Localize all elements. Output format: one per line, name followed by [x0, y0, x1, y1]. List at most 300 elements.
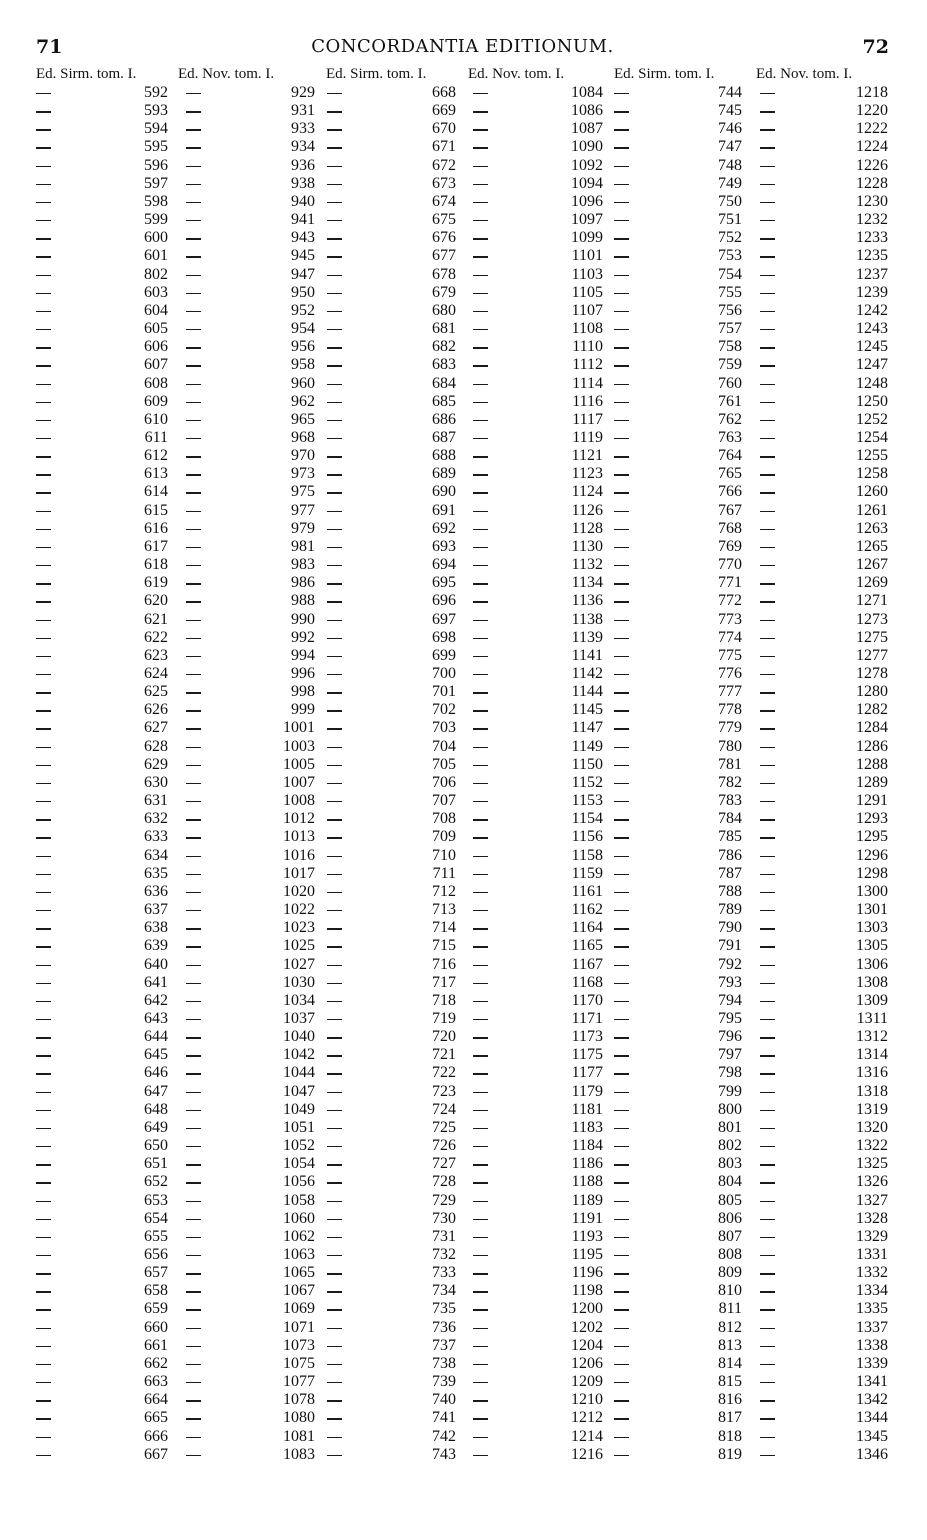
dash-separator — [36, 1092, 51, 1093]
dash-separator — [186, 1037, 201, 1038]
sirm-page-number: 734 — [432, 1282, 456, 1300]
nov-page-number: 1303 — [856, 919, 888, 937]
sirm-page-number: 777 — [718, 683, 742, 701]
dash-separator — [186, 765, 201, 766]
dash-separator — [614, 983, 629, 984]
sirm-page-number: 664 — [144, 1391, 168, 1409]
dash-separator — [186, 275, 201, 276]
sirm-page-number: 752 — [718, 229, 742, 247]
dash-separator — [473, 1255, 488, 1256]
dash-separator — [473, 728, 488, 729]
dash-separator — [473, 547, 488, 548]
nov-page-number: 1124 — [571, 483, 603, 501]
table-row — [36, 665, 898, 683]
sirm-page-number: 623 — [144, 646, 168, 664]
nov-page-number: 1084 — [571, 84, 603, 101]
nov-page-number: 1001 — [283, 719, 315, 737]
sirm-page-number: 708 — [432, 810, 456, 828]
dash-separator — [327, 111, 342, 112]
dash-separator — [614, 565, 629, 566]
nov-page-number: 1195 — [571, 1246, 603, 1263]
dash-separator — [327, 783, 342, 784]
nov-page-number: 1042 — [283, 1046, 315, 1064]
dash-separator — [473, 456, 488, 457]
sirm-page-number: 742 — [432, 1427, 456, 1445]
column-header-sirm-1: Ed. Sirm. tom. I. — [36, 66, 137, 82]
nov-page-number: 929 — [291, 84, 315, 101]
dash-separator — [760, 1455, 775, 1456]
nov-page-number: 1282 — [856, 701, 888, 719]
nov-page-number: 979 — [291, 519, 315, 537]
sirm-page-number: 651 — [144, 1155, 168, 1173]
sirm-page-number: 642 — [144, 991, 168, 1009]
table-row — [36, 1228, 898, 1246]
dash-separator — [186, 710, 201, 711]
nov-page-number: 1069 — [283, 1300, 315, 1318]
dash-separator — [473, 529, 488, 530]
dash-separator — [327, 1164, 342, 1165]
dash-separator — [36, 184, 51, 185]
dash-separator — [473, 147, 488, 148]
dash-separator — [36, 420, 51, 421]
nov-page-number: 962 — [291, 392, 315, 410]
dash-separator — [614, 384, 629, 385]
nov-page-number: 1322 — [856, 1137, 888, 1155]
sirm-page-number: 600 — [144, 229, 168, 247]
dash-separator — [186, 184, 201, 185]
nov-page-number: 1252 — [856, 410, 888, 428]
nov-page-number: 1320 — [856, 1118, 888, 1136]
dash-separator — [473, 1128, 488, 1129]
sirm-page-number: 675 — [432, 211, 456, 229]
nov-page-number: 1094 — [571, 174, 603, 192]
dash-separator — [614, 1437, 629, 1438]
nov-page-number: 1232 — [856, 211, 888, 229]
sirm-page-number: 621 — [144, 610, 168, 628]
dash-separator — [614, 1092, 629, 1093]
dash-separator — [186, 238, 201, 239]
dash-separator — [473, 1418, 488, 1419]
dash-separator — [36, 275, 51, 276]
dash-separator — [327, 1110, 342, 1111]
sirm-page-number: 674 — [432, 192, 456, 210]
sirm-page-number: 677 — [432, 247, 456, 265]
dash-separator — [327, 1455, 342, 1456]
nov-page-number: 1329 — [856, 1227, 888, 1245]
table-row — [36, 84, 898, 102]
nov-page-number: 1216 — [571, 1445, 603, 1463]
sirm-page-number: 632 — [144, 810, 168, 828]
dash-separator — [614, 275, 629, 276]
dash-separator — [36, 202, 51, 203]
dash-separator — [186, 1055, 201, 1056]
dash-separator — [760, 492, 775, 493]
dash-separator — [473, 1309, 488, 1310]
nov-page-number: 1022 — [283, 901, 315, 919]
nov-page-number: 1112 — [572, 356, 603, 374]
nov-page-number: 1235 — [856, 247, 888, 265]
sirm-page-number: 739 — [432, 1373, 456, 1391]
table-row — [36, 1446, 898, 1464]
nov-page-number: 1077 — [283, 1373, 315, 1391]
dash-separator — [327, 1092, 342, 1093]
nov-page-number: 1224 — [856, 138, 888, 156]
nov-page-number: 1003 — [283, 737, 315, 755]
nov-page-number: 1261 — [856, 501, 888, 519]
table-row — [36, 556, 898, 574]
dash-separator — [473, 983, 488, 984]
dash-separator — [36, 856, 51, 857]
dash-separator — [36, 1273, 51, 1274]
sirm-page-number: 729 — [432, 1191, 456, 1209]
nov-page-number: 1289 — [856, 773, 888, 791]
sirm-page-number: 774 — [718, 628, 742, 646]
dash-separator — [760, 1201, 775, 1202]
dash-separator — [327, 1037, 342, 1038]
sirm-page-number: 775 — [718, 646, 742, 664]
nov-page-number: 1065 — [283, 1264, 315, 1282]
sirm-page-number: 667 — [144, 1445, 168, 1463]
dash-separator — [36, 747, 51, 748]
sirm-page-number: 780 — [718, 737, 742, 755]
dash-separator — [760, 511, 775, 512]
nov-page-number: 1209 — [571, 1373, 603, 1391]
table-row — [36, 1282, 898, 1300]
sirm-page-number: 763 — [718, 428, 742, 446]
sirm-page-number: 801 — [718, 1118, 742, 1136]
sirm-page-number: 666 — [144, 1427, 168, 1445]
nov-page-number: 1114 — [572, 374, 603, 392]
nov-page-number: 1030 — [283, 973, 315, 991]
nov-page-number: 1263 — [856, 519, 888, 537]
sirm-page-number: 702 — [432, 701, 456, 719]
table-row — [36, 375, 898, 393]
dash-separator — [614, 492, 629, 493]
dash-separator — [36, 1291, 51, 1292]
nov-page-number: 1145 — [571, 701, 603, 719]
dash-separator — [473, 710, 488, 711]
dash-separator — [36, 293, 51, 294]
dash-separator — [186, 1237, 201, 1238]
sirm-page-number: 615 — [144, 501, 168, 519]
dash-separator — [614, 438, 629, 439]
nov-page-number: 1260 — [856, 483, 888, 501]
sirm-page-number: 793 — [718, 973, 742, 991]
dash-separator — [327, 692, 342, 693]
dash-separator — [760, 1073, 775, 1074]
dash-separator — [614, 202, 629, 203]
dash-separator — [327, 1001, 342, 1002]
table-row — [36, 1210, 898, 1228]
sirm-page-number: 748 — [718, 156, 742, 174]
nov-page-number: 1226 — [856, 156, 888, 174]
sirm-page-number: 724 — [432, 1100, 456, 1118]
dash-separator — [327, 93, 342, 94]
dash-separator — [614, 783, 629, 784]
nov-page-number: 970 — [291, 447, 315, 465]
sirm-page-number: 753 — [718, 247, 742, 265]
dash-separator — [760, 1437, 775, 1438]
nov-page-number: 1326 — [856, 1173, 888, 1191]
dash-separator — [36, 93, 51, 94]
table-row — [36, 411, 898, 429]
sirm-page-number: 599 — [144, 211, 168, 229]
nov-page-number: 1305 — [856, 937, 888, 955]
sirm-page-number: 705 — [432, 755, 456, 773]
dash-separator — [36, 529, 51, 530]
dash-separator — [36, 1400, 51, 1401]
nov-page-number: 1153 — [571, 792, 603, 810]
dash-separator — [327, 910, 342, 911]
table-row — [36, 1373, 898, 1391]
sirm-page-number: 817 — [718, 1409, 742, 1427]
dash-separator — [186, 1437, 201, 1438]
dash-separator — [473, 856, 488, 857]
nov-page-number: 1130 — [571, 537, 603, 555]
dash-separator — [760, 1309, 775, 1310]
dash-separator — [614, 620, 629, 621]
nov-page-number: 1228 — [856, 174, 888, 192]
dash-separator — [614, 1364, 629, 1365]
dash-separator — [36, 1364, 51, 1365]
nov-page-number: 1096 — [571, 192, 603, 210]
table-row — [36, 683, 898, 701]
nov-page-number: 1073 — [283, 1336, 315, 1354]
sirm-page-number: 687 — [432, 428, 456, 446]
sirm-page-number: 810 — [718, 1282, 742, 1300]
dash-separator — [473, 946, 488, 947]
dash-separator — [614, 238, 629, 239]
sirm-page-number: 645 — [144, 1046, 168, 1064]
sirm-page-number: 811 — [718, 1300, 742, 1318]
dash-separator — [614, 710, 629, 711]
dash-separator — [760, 674, 775, 675]
table-row — [36, 937, 898, 955]
nov-page-number: 1101 — [571, 247, 603, 265]
sirm-page-number: 792 — [718, 955, 742, 973]
dash-separator — [36, 129, 51, 130]
sirm-page-number: 745 — [718, 102, 742, 120]
nov-page-number: 1025 — [283, 937, 315, 955]
dash-separator — [473, 601, 488, 602]
sirm-page-number: 760 — [718, 374, 742, 392]
dash-separator — [36, 1128, 51, 1129]
dash-separator — [614, 765, 629, 766]
nov-page-number: 1052 — [283, 1137, 315, 1155]
nov-page-number: 992 — [291, 628, 315, 646]
table-row — [36, 865, 898, 883]
sirm-page-number: 706 — [432, 773, 456, 791]
sirm-page-number: 790 — [718, 919, 742, 937]
sirm-page-number: 786 — [718, 846, 742, 864]
dash-separator — [327, 1019, 342, 1020]
nov-page-number: 1196 — [571, 1264, 603, 1282]
nov-page-number: 1132 — [571, 556, 603, 574]
sirm-page-number: 731 — [432, 1227, 456, 1245]
dash-separator — [760, 728, 775, 729]
table-row — [36, 229, 898, 247]
sirm-page-number: 794 — [718, 991, 742, 1009]
nov-page-number: 1300 — [856, 882, 888, 900]
table-row — [36, 538, 898, 556]
dash-separator — [36, 220, 51, 221]
sirm-page-number: 699 — [432, 646, 456, 664]
dash-separator — [473, 347, 488, 348]
dash-separator — [473, 384, 488, 385]
table-row — [36, 320, 898, 338]
dash-separator — [760, 656, 775, 657]
dash-separator — [614, 656, 629, 657]
table-row — [36, 138, 898, 156]
dash-separator — [186, 910, 201, 911]
sirm-page-number: 593 — [144, 102, 168, 120]
dash-separator — [36, 983, 51, 984]
table-row — [36, 1409, 898, 1427]
dash-separator — [760, 184, 775, 185]
dash-separator — [36, 456, 51, 457]
dash-separator — [473, 238, 488, 239]
dash-separator — [186, 529, 201, 530]
table-row — [36, 193, 898, 211]
dash-separator — [36, 438, 51, 439]
dash-separator — [614, 1309, 629, 1310]
dash-separator — [614, 129, 629, 130]
dash-separator — [327, 601, 342, 602]
nov-page-number: 1087 — [571, 120, 603, 138]
nov-page-number: 1126 — [571, 501, 603, 519]
nov-page-number: 1327 — [856, 1191, 888, 1209]
dash-separator — [614, 1164, 629, 1165]
table-row — [36, 1337, 898, 1355]
sirm-page-number: 698 — [432, 628, 456, 646]
dash-separator — [760, 1110, 775, 1111]
sirm-page-number: 764 — [718, 447, 742, 465]
nov-page-number: 1328 — [856, 1209, 888, 1227]
dash-separator — [36, 1255, 51, 1256]
dash-separator — [473, 783, 488, 784]
sirm-page-number: 805 — [718, 1191, 742, 1209]
nov-page-number: 1204 — [571, 1336, 603, 1354]
table-row — [36, 901, 898, 919]
nov-page-number: 943 — [291, 229, 315, 247]
sirm-page-number: 759 — [718, 356, 742, 374]
dash-separator — [186, 620, 201, 621]
nov-page-number: 1243 — [856, 320, 888, 338]
column-header-nov-3: Ed. Nov. tom. I. — [756, 66, 853, 82]
dash-separator — [327, 1273, 342, 1274]
dash-separator — [473, 1110, 488, 1111]
dash-separator — [614, 747, 629, 748]
nov-page-number: 1255 — [856, 447, 888, 465]
dash-separator — [327, 420, 342, 421]
nov-page-number: 965 — [291, 410, 315, 428]
sirm-page-number: 819 — [718, 1445, 742, 1463]
sirm-page-number: 619 — [144, 574, 168, 592]
dash-separator — [327, 147, 342, 148]
nov-page-number: 1214 — [571, 1427, 603, 1445]
dash-separator — [473, 1328, 488, 1329]
dash-separator — [760, 692, 775, 693]
dash-separator — [327, 1400, 342, 1401]
dash-separator — [36, 638, 51, 639]
sirm-page-number: 806 — [718, 1209, 742, 1227]
sirm-page-number: 608 — [144, 374, 168, 392]
nov-page-number: 1158 — [571, 846, 603, 864]
nov-page-number: 1239 — [856, 283, 888, 301]
nov-page-number: 1063 — [283, 1246, 315, 1263]
dash-separator — [760, 946, 775, 947]
dash-separator — [760, 747, 775, 748]
dash-separator — [473, 275, 488, 276]
table-row — [36, 756, 898, 774]
nov-page-number: 1149 — [571, 737, 603, 755]
nov-page-number: 1105 — [571, 283, 603, 301]
sirm-page-number: 717 — [432, 973, 456, 991]
nov-page-number: 1311 — [856, 1009, 888, 1027]
table-row — [36, 284, 898, 302]
dash-separator — [473, 583, 488, 584]
dash-separator — [614, 93, 629, 94]
dash-separator — [36, 238, 51, 239]
nov-page-number: 1193 — [571, 1227, 603, 1245]
dash-separator — [473, 747, 488, 748]
dash-separator — [760, 1164, 775, 1165]
dash-separator — [186, 365, 201, 366]
sirm-page-number: 804 — [718, 1173, 742, 1191]
sirm-page-number: 601 — [144, 247, 168, 265]
sirm-page-number: 758 — [718, 338, 742, 356]
dash-separator — [473, 220, 488, 221]
dash-separator — [186, 1164, 201, 1165]
nov-page-number: 1218 — [856, 84, 888, 101]
sirm-page-number: 609 — [144, 392, 168, 410]
dash-separator — [186, 638, 201, 639]
dash-separator — [186, 147, 201, 148]
sirm-page-number: 803 — [718, 1155, 742, 1173]
dash-separator — [614, 420, 629, 421]
sirm-page-number: 713 — [432, 901, 456, 919]
dash-separator — [614, 511, 629, 512]
dash-separator — [36, 1182, 51, 1183]
dash-separator — [186, 1328, 201, 1329]
dash-separator — [760, 620, 775, 621]
nov-page-number: 1147 — [571, 719, 603, 737]
dash-separator — [473, 692, 488, 693]
nov-page-number: 1177 — [571, 1064, 603, 1082]
sirm-page-number: 628 — [144, 737, 168, 755]
dash-separator — [614, 147, 629, 148]
dash-separator — [473, 874, 488, 875]
dash-separator — [473, 511, 488, 512]
running-head — [36, 36, 889, 62]
dash-separator — [327, 1201, 342, 1202]
dash-separator — [760, 420, 775, 421]
dash-separator — [36, 1382, 51, 1383]
dash-separator — [614, 728, 629, 729]
dash-separator — [36, 474, 51, 475]
table-row — [36, 1010, 898, 1028]
sirm-page-number: 715 — [432, 937, 456, 955]
dash-separator — [473, 892, 488, 893]
dash-separator — [36, 656, 51, 657]
dash-separator — [614, 1201, 629, 1202]
table-row — [36, 1355, 898, 1373]
nov-page-number: 1319 — [856, 1100, 888, 1118]
nov-page-number: 1123 — [571, 465, 603, 483]
nov-page-number: 1296 — [856, 846, 888, 864]
dash-separator — [760, 111, 775, 112]
nov-page-number: 1189 — [571, 1191, 603, 1209]
